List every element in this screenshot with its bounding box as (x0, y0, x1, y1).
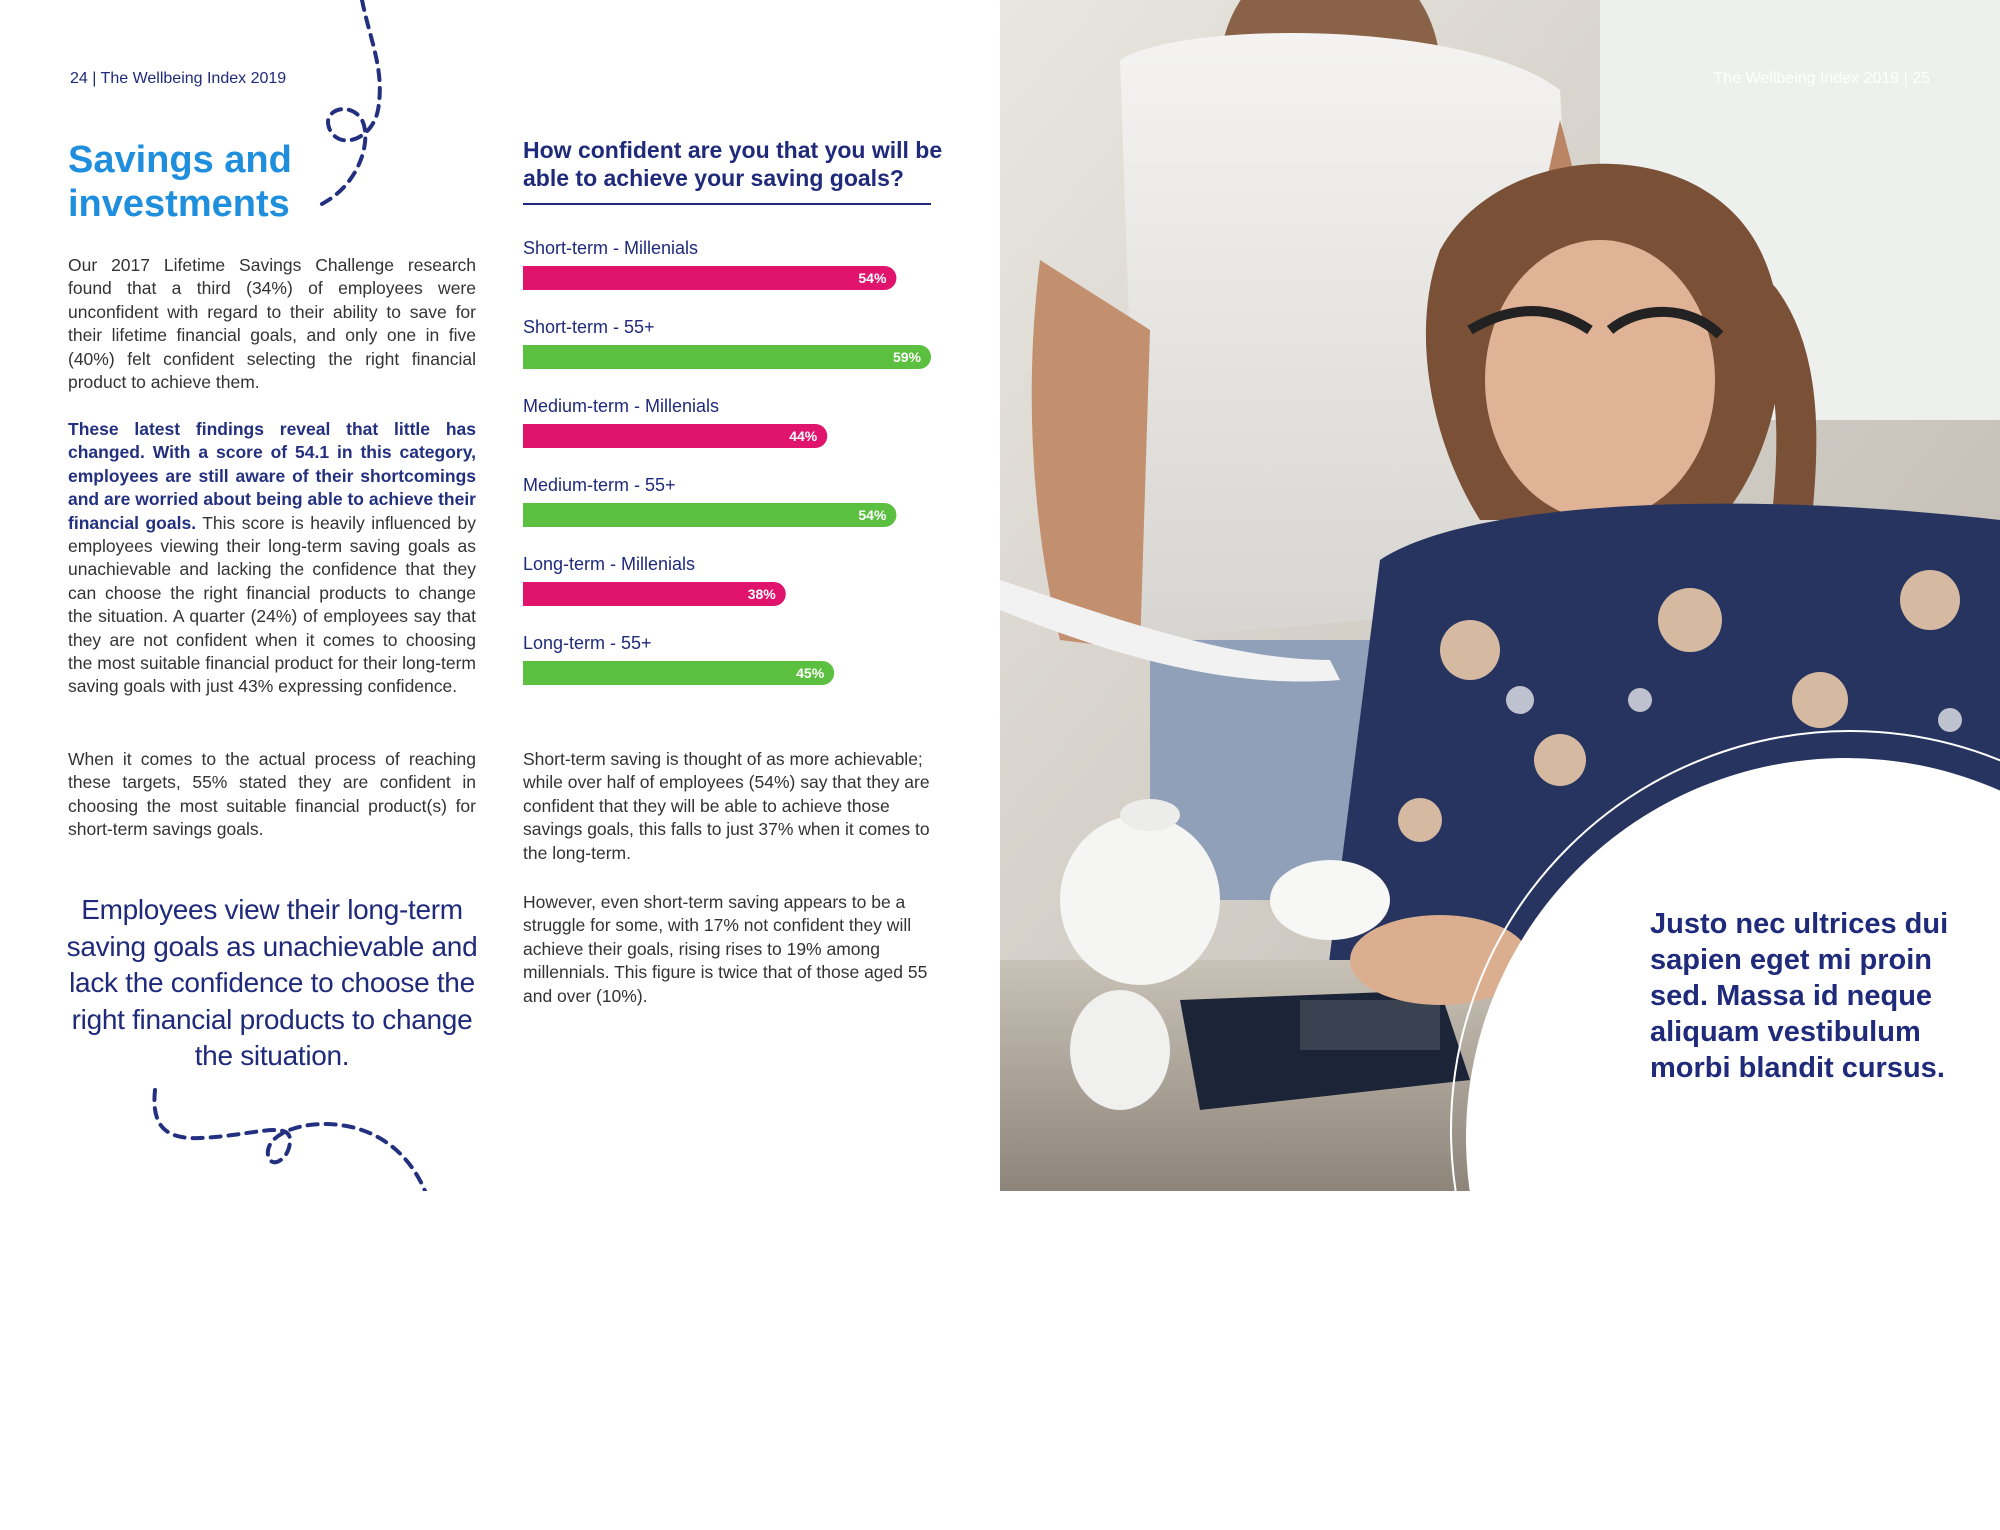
bar (523, 345, 931, 369)
page-folio-left: 24 | The Wellbeing Index 2019 (70, 70, 287, 87)
bar-value-label: 59% (892, 349, 921, 365)
callout-text: Justo nec ultrices dui sapien eget mi proin sed. Massa id neque aliquam vestibulum morbi blandit cursus. (1650, 908, 1949, 1084)
bar-category-label: Long-term - 55+ (523, 633, 652, 653)
pull-quote: Employees view their long-term saving goals as unachievable and lack the confidence to choose the right financial products to change the situation. (66, 894, 478, 1071)
confidence-bar-chart (0, 0, 1000, 720)
bar-value-label: 38% (747, 586, 776, 602)
bar-category-label: Short-term - 55+ (523, 317, 655, 337)
paragraph-targets: When it comes to the actual process of reaching these targets, 55% stated they are confident in choosing the most suitable financial product(s) for short-term savings goals. (68, 749, 476, 840)
bar-left-cap (523, 661, 547, 685)
bar-value-label: 54% (858, 270, 887, 286)
paragraph-findings-rest: This score is heavily influenced by employees viewing their long-term saving goals as unachievable and lacking the confidence that they can choose the right financial products to change the situation. A quarter (24%) of employees say that they are not confident when it comes to choosing the most suitable financial product for their long-term saving goals with just 43% expressing confidence. (68, 512, 476, 697)
bar (523, 661, 834, 685)
dashed-swirl-bottom-decoration (140, 1080, 440, 1191)
paragraph-findings-bold: These latest findings reveal that little has changed. With a score of 54.1 in this category, employees are still aware of their shortcomings and are worried about being able to achieve their financial goals. (68, 419, 476, 533)
bar (523, 503, 896, 527)
bar-left-cap (523, 266, 547, 290)
bar-value-label: 44% (789, 428, 818, 444)
bar (523, 424, 827, 448)
bar-category-label: Medium-term - 55+ (523, 475, 676, 495)
left-page (0, 0, 1000, 1191)
paragraph-struggle: However, even short-term saving appears to be a struggle for some, with 17% not confident they will achieve their goals, rising rises to 19% among millennials. This figure is twice that of those aged 55 and over (10%). (523, 892, 928, 1006)
bar-left-cap (523, 424, 547, 448)
bar (523, 582, 786, 606)
bar-category-label: Long-term - Millenials (523, 554, 696, 574)
bar-left-cap (523, 582, 547, 606)
paragraph-short-term: Short-term saving is thought of as more achievable; while over half of employees (54%) say that they are confident that they will be able to achieve those savings goals, this falls to just 37% when it comes to the long-term. (523, 749, 930, 863)
bar-left-cap (523, 345, 547, 369)
bar-left-cap (523, 503, 547, 527)
bar-value-label: 54% (858, 507, 887, 523)
paragraph-intro: Our 2017 Lifetime Savings Challenge research found that a third (34%) of employees were unconfident with regard to their ability to save for their lifetime financial goals, and only one in five (40%) felt confident selecting the right financial product to achieve them. (68, 255, 476, 393)
page-folio-right: The Wellbeing Index 2019 | 25 (1713, 70, 1930, 87)
bar-category-label: Medium-term - Millenials (523, 396, 720, 416)
chart-title: How confident are you that you will be able to achieve your saving goals? (523, 137, 943, 191)
page-title: Savings and investments (68, 139, 292, 225)
bar (523, 266, 896, 290)
bar-category-label: Short-term - Millenials (523, 238, 699, 258)
bar-value-label: 45% (796, 665, 825, 681)
